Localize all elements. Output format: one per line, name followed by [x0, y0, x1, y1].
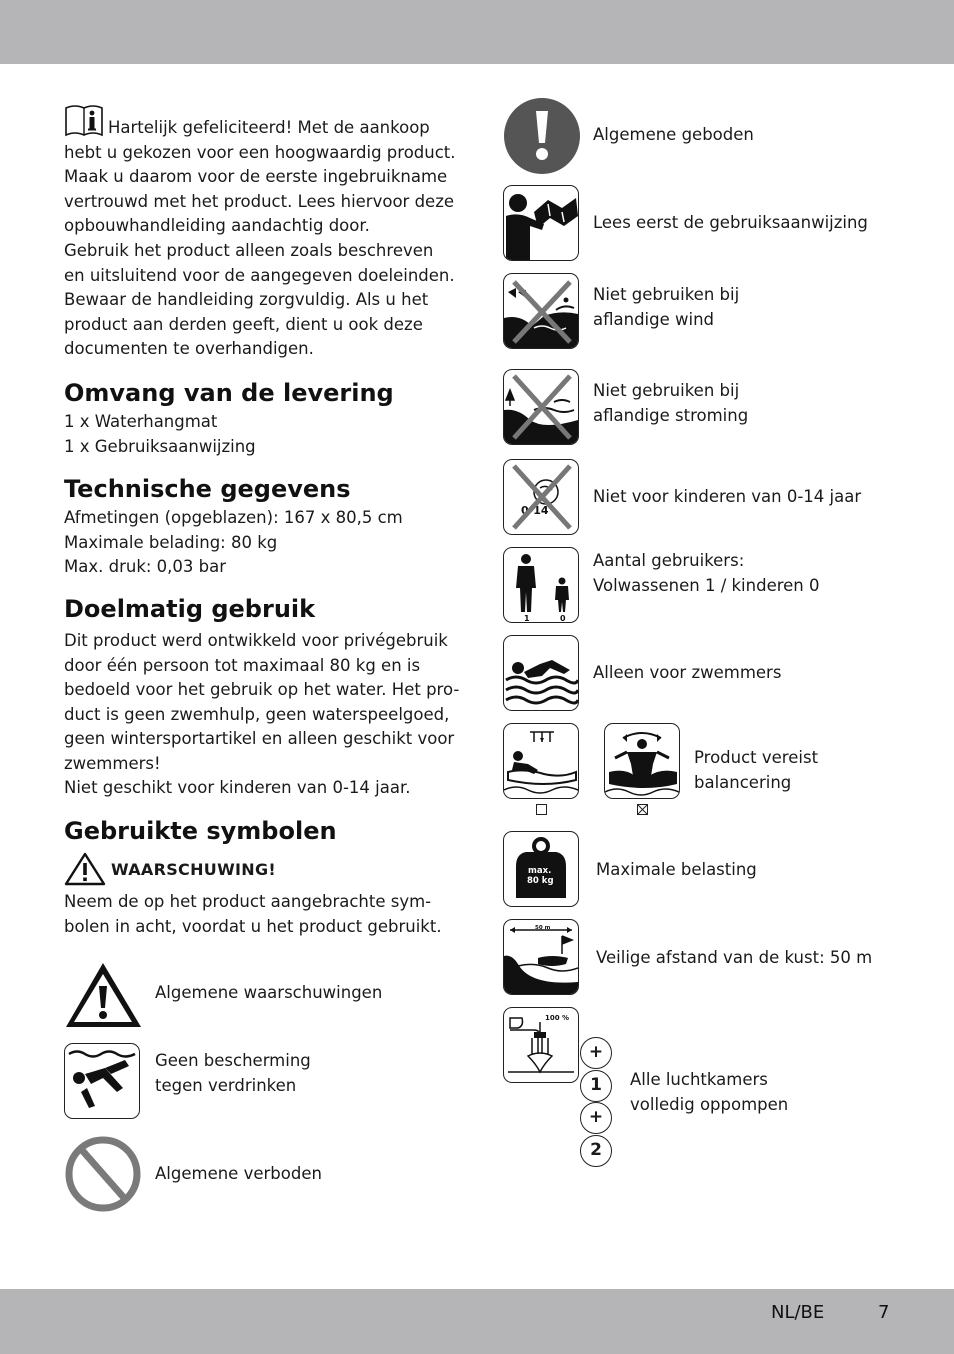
intro-line: product aan derden geeft, dient u ook deze: [64, 314, 423, 334]
spec-item: Maximale belading: 80 kg: [64, 532, 278, 552]
symbol-label: Maximale belasting: [596, 860, 757, 879]
warning-label: WAARSCHUWING!: [111, 860, 276, 880]
no-offshore-current-icon: [503, 369, 579, 445]
symbol-label: Product vereist: [694, 748, 819, 767]
use-line: duct is geen zwemhulp, geen waterspeelgoed,: [64, 704, 450, 724]
scope-list: [64, 410, 454, 459]
note-line: bolen in acht, voordat u het product gebruikt.: [64, 916, 442, 936]
spec-item: Afmetingen (opgeblazen): 167 x 80,5 cm: [64, 508, 403, 528]
max-load-label-text: max.: [528, 866, 552, 876]
warning-small-icon: [64, 852, 106, 886]
intro-line: opbouwhandleiding aandachtig door.: [64, 216, 370, 236]
symbol-label: Niet gebruiken bij: [593, 285, 740, 304]
page-number: 7: [878, 1302, 890, 1323]
balance-required-icon: [604, 723, 680, 799]
scope-heading: Omvang van de levering: [64, 378, 394, 407]
symbol-label: Algemene geboden: [593, 125, 754, 144]
note-line: Neem de op het product aangebrachte sym-: [64, 892, 432, 912]
symbol-label: balancering: [694, 773, 792, 792]
use-line: door één persoon tot maximaal 80 kg en is: [64, 655, 421, 675]
intro-line: hebt u gekozen voor een hoogwaardig product.: [64, 142, 456, 162]
top-band: [0, 0, 954, 64]
use-text: [64, 629, 460, 801]
warning-row: [64, 852, 454, 886]
no-children-icon: [503, 459, 579, 535]
max-load-value-text: 80 kg: [527, 876, 554, 886]
symbol-label: Veilige afstand van de kust: 50 m: [596, 948, 873, 967]
symbol-label: tegen verdrinken: [155, 1076, 297, 1095]
symbols-note: [64, 890, 454, 939]
no-drowning-protection-icon: [64, 1043, 140, 1119]
no-offshore-wind-icon: [503, 273, 579, 349]
intro-text: [64, 100, 454, 362]
checked-box-icon: [637, 804, 648, 815]
use-line: zwemmers!: [64, 753, 161, 773]
symbol-label: Alle luchtkamers: [630, 1070, 768, 1089]
use-line: geen wintersportartikel en alleen geschikt voor: [64, 729, 455, 749]
balance-incorrect-icon: [503, 723, 579, 799]
symbol-label: Algemene waarschuwingen: [155, 983, 383, 1002]
symbol-label: Volwassenen 1 / kinderen 0: [593, 576, 820, 595]
symbol-label: Geen bescherming: [155, 1051, 311, 1070]
number-of-users-icon: [503, 547, 579, 623]
fill-percent-text: 100 %: [545, 1014, 570, 1022]
safe-distance-icon: [503, 919, 579, 995]
symbol-label: Aantal gebruikers:: [593, 551, 745, 570]
max-load-icon: [503, 831, 579, 907]
left-column: [64, 100, 460, 939]
specs-list: [64, 506, 454, 580]
intro-block: [64, 100, 454, 362]
symbol-label: aflandige wind: [593, 310, 715, 329]
intro-line: Gebruik het product alleen zoals beschreven: [64, 240, 434, 260]
read-manual-icon: [503, 185, 579, 261]
intro-line: documenten te overhandigen.: [64, 339, 314, 359]
specs-heading: Technische gegevens: [64, 475, 351, 504]
unchecked-box-icon: [536, 804, 547, 815]
intro-line: vertrouwd met het product. Lees hiervoor deze: [64, 191, 455, 211]
scope-item: 1 x Waterhangmat: [64, 411, 218, 431]
symbol-label: volledig oppompen: [630, 1095, 789, 1114]
intro-line: Maak u daarom voor de eerste ingebruikname: [64, 167, 448, 187]
info-manual-icon: [64, 104, 104, 138]
no-children-age-text: 0-14: [521, 504, 549, 517]
symbol-label: Alleen voor zwemmers: [593, 663, 782, 682]
step-plus-2: +: [580, 1102, 612, 1134]
intro-line: Hartelijk gefeliciteerd! Met de aankoop: [108, 118, 430, 137]
symbols-heading: Gebruikte symbolen: [64, 817, 337, 846]
use-line: bedoeld voor het gebruik op het water. Het pro-: [64, 680, 460, 700]
step-chamber-1: 1: [580, 1070, 612, 1102]
mandatory-action-icon: [503, 97, 581, 175]
footer-language: NL/BE: [771, 1302, 825, 1323]
step-chamber-2: 2: [580, 1135, 612, 1167]
symbol-label: Niet voor kinderen van 0-14 jaar: [593, 487, 862, 506]
children-count-text: 0: [560, 614, 566, 622]
step-plus-1: +: [580, 1037, 612, 1069]
intro-line: en uitsluitend voor de aangegeven doeleinden.: [64, 265, 455, 285]
spec-item: Max. druk: 0,03 bar: [64, 557, 227, 577]
distance-text: 50 m: [535, 925, 551, 931]
symbol-label: Niet gebruiken bij: [593, 381, 740, 400]
adults-count-text: 1: [524, 614, 530, 622]
inflate-chambers-icon: [503, 1007, 579, 1083]
intro-line: Bewaar de handleiding zorgvuldig. Als u het: [64, 290, 429, 310]
prohibition-icon: [64, 1135, 142, 1213]
use-heading: Doelmatig gebruik: [64, 594, 316, 623]
symbol-label: Lees eerst de gebruiksaanwijzing: [593, 213, 868, 232]
use-line: Niet geschikt voor kinderen van 0-14 jaar.: [64, 778, 411, 798]
scope-item: 1 x Gebruiksaanwijzing: [64, 436, 256, 456]
symbol-label: Algemene verboden: [155, 1164, 322, 1183]
swimmers-only-icon: [503, 635, 579, 711]
warning-triangle-icon: [64, 960, 144, 1030]
symbol-label: aflandige stroming: [593, 406, 749, 425]
use-line: Dit product werd ontwikkeld voor privégebruik: [64, 630, 448, 650]
